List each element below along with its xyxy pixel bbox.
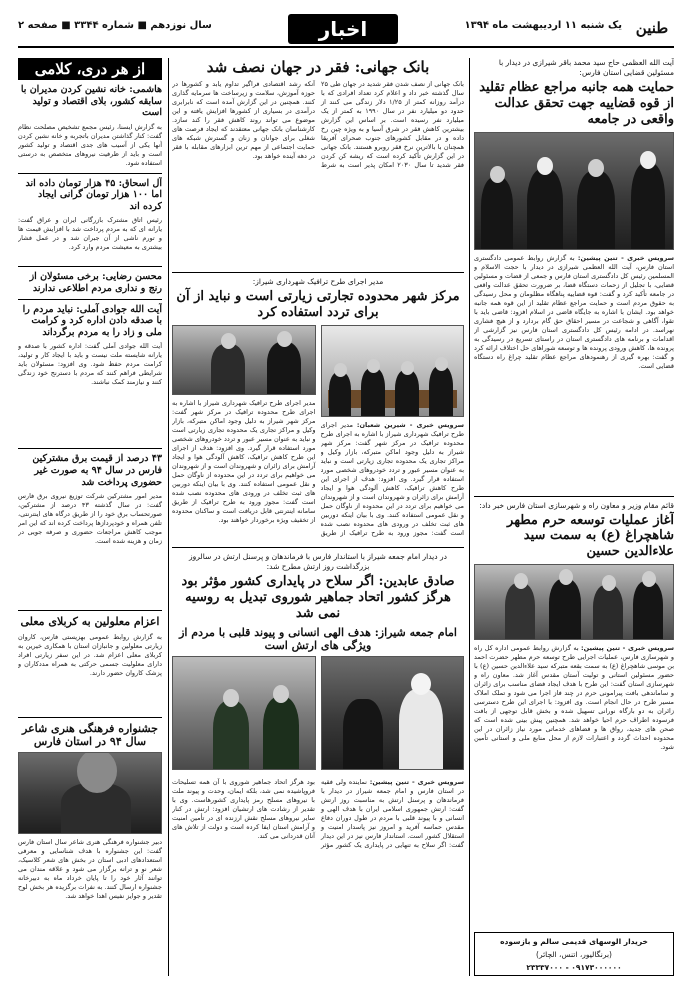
right-column (474, 58, 674, 976)
brief-body: به گزارش ایسنا، رئیس مجمع تشخیص مصلحت نظام گفت: کنار گذاشتن مدیران باتجربه و خانه نشین کردن آنها یکی از آسیب های جدی اقتصاد و تولید کشور است و باید از ظرفیت نیروهای متخصص به درستی استفاده شود. (18, 122, 162, 167)
classified-ad (474, 932, 674, 976)
middle-column (172, 58, 464, 976)
issue-date: یک شنبه ۱۱ اردیبهشت ماه ۱۳۹۴ (464, 20, 622, 31)
ad-line: (برنگالیور، اتنس، الچائر) (536, 950, 612, 959)
brief-divider (18, 717, 162, 718)
brief-body: دبیر جشنواره فرهنگی هنری شاعر سال استان فارس گفت: این جشنواره با هدف شناسایی و معرفی استعدادهای ادبی استان در بخش های شعر کلاسیک، شعر نو و ترانه برگزار می شود و علاقه مندان می توانند آثار خود را تا پایان خرداد ماه به دبیرخانه جشنواره ارسال کنند. به نفرات برگزیده هر بخش لوح تقدیر و جوایز نفیس اهدا خواهد شد. (18, 838, 162, 901)
article-body: بانک جهانی از نصف شدن فقر شدید در جهان طی ۲۵ سال گذشته خبر داد و اعلام کرد تعداد افرادی که با درآمد روزانه کمتر از ۱/۲۵ دلار زندگی می کنند از حدود دو میلیارد نفر در سال ۱۹۹۰ به کمتر از یک میلیارد نفر رسیده است. بر اساس این گزارش بیشترین کاهش فقر در شرق آسیا و به ویژه چین رخ داده و در مقابل کشورهای جنوب صحرای آفریقا همچنان با بالاترین نرخ فقر روبرو هستند. بانک جهانی در این گزارش تأکید کرده است که ریشه کن کردن فقر شدید تا سال ۲۰۳۰ امکان پذیر است به شرط آنکه رشد اقتصادی فراگیر تداوم یابد و کشورها در حوزه آموزش، سلامت و زیرساخت ها سرمایه گذاری کنند. همچنین در این گزارش آمده است که نابرابری درآمدی در بسیاری از کشورها افزایش یافته و این موضوع می تواند روند کاهش فقر را کند سازد. کارشناسان بانک جهانی معتقدند که ایجاد فرصت های شغلی برای جوانان و زنان و گسترش شبکه های حمایت اجتماعی از مهم ترین ابزارهای مقابله با فقر در دهه آینده خواهد بود. (172, 80, 464, 170)
article-headline: صادق عابدین: اگر سلاح در پایداری کشور مؤثر بود هرگز کشور اتحاد جماهیر شوروی تبدیل به روسیه نمی شد (181, 574, 455, 621)
brief-body: رئیس اتاق مشترک بازرگانی ایران و عراق گفت: یارانه ای که به مردم پرداخت شد با افزایش قیمت ها و تورم ناشی از آن جبران شد و در عمل فشار بیشتری به معیشت مردم وارد کرد. (18, 216, 162, 252)
article-byline: سرویس خبری - شیرین شعبان: (356, 421, 464, 430)
brief-headline: آل اسحاق: ۴۵ هزار تومان داده اند اما ۱۰۰ هزار تومان گرانی ایجاد کرده اند (25, 177, 162, 212)
brief-divider (18, 448, 162, 449)
article-headline: آغاز عملیات توسعه حرم مطهر شاهچراغ (ع) به سمت سید علاءالدین حسین (507, 512, 674, 560)
article-body: سرویس خبری - تنین پیشین: نماینده ولی فقیه در استان فارس و امام جمعه شیراز در دیدار با فرماندهان و پرسنل ارتش به مناسبت روز ارتش گفت: ارتش جمهوری اسلامی ایران با هدف الهی و انسانی و با پیوند قلبی با مردم در طول دوران دفاع مقدس حماسه آفرید و امروز نیز پاسدار امنیت و استقلال کشور است. استاندار فارس نیز در این دیدار گفت: اگر سلاح به تنهایی در پایداری یک کشور مؤثر بود هرگز اتحاد جماهیر شوروی با آن همه تسلیحات فروپاشیده نمی شد، بلکه ایمان، وحدت و پیوند ملت با نیروهای مسلح رمز پایداری کشورهاست. وی با تقدیر از رشادت های ارتشیان افزود: ارتش در کنار سایر نیروهای مسلح نقش ارزنده ای در تأمین امنیت و آرامش استان ایفا کرده است و دولت از تلاش های آنان قدردانی می کند. (172, 778, 464, 850)
brief-body: آیت الله جوادی آملی گفت: اداره کشور با صدقه و یارانه شایسته ملت نیست و باید با ایجاد کار و تولید، کرامت مردم حفظ شود. وی افزود: مسئولان باید شرایطی فراهم کنند که مردم با دسترنج خود زندگی کنند و نیازمند کمک نباشند. (18, 342, 162, 387)
column-divider (168, 58, 169, 976)
article-body: سرویس خبری - شیرین شعبان: مدیر اجرای طرح ترافیک شهرداری شیراز با اشاره به اجرای طرح محدوده ترافیک در مرکز شهر گفت: مرکز شهر شیراز به دلیل وجود اماکن متبرکه، بازار وکیل و مراکز تجاری یک محدوده تجاری زیارتی است و نباید به عنوان مسیر عبور و تردد خودروهای شخصی مورد استفاده قرار گیرد. وی افزود: هدف از اجرای این طرح کاهش ترافیک، کاهش آلودگی هوا و ایجاد آرامش برای زائران و شهروندان است و از شهروندان می خواهیم برای تردد در این محدوده از ناوگان حمل و نقل عمومی استفاده کنند. وی با بیان اینکه دوربین های ثبت تخلف در ورودی های محدوده نصب شده است گفت: مجوز ورود به طرح ترافیک از طریق (320, 421, 464, 538)
brief-divider (18, 299, 162, 300)
article-divider (172, 547, 464, 548)
article-body: سرویس خبری - تنین پیشین: به گزارش روابط عمومی دادگستری استان فارس، آیت الله العظمی شیرازی در دیدار با حجت الاسلام و المسلمین رئیس کل دادگستری استان فارس و جمعی از قضات و مسئولین قضایی، با تجلیل از زحمات دستگاه قضا، بر ضرورت تحقق عدالت واقعی در جامعه تأکید کرد و گفت: قوه قضاییه پناهگاه مظلومان و محل رسیدگی به حقوق مردم است و حمایت مراجع عظام تقلید از این قوه همه جانبه خواهد بود. ایشان با اشاره به جایگاه قاضی در اسلام افزود: قاضی باید با تقوا، آگاهی و شجاعت در مسیر احقاق حق گام بردارد و از هیچ فشاری نهراسد. در ادامه رئیس کل دادگستری استان فارس نیز گزارشی از اقدامات و برنامه های دادگستری استان در راستای تسریع در رسیدگی به پرونده ها، کاهش ورودی پرونده ها و توسعه شوراهای حل اختلاف ارائه کرد و گفت: بهره گیری از رهنمودهای مراجع عظام تقلید چراغ راه دستگاه قضایی است. (474, 253, 674, 370)
article-byline: سرویس خبری - تنین پیشین: (577, 253, 674, 262)
article-photo (172, 656, 316, 770)
article-photo (474, 564, 674, 640)
brief-divider (18, 173, 162, 174)
newspaper-logo: طنین (635, 19, 669, 37)
article-subheadline: امام جمعه شیراز: هدف الهی انسانی و پیوند قلبی با مردم از ویژگی های ارتش است (179, 625, 457, 652)
brief-divider (18, 610, 162, 611)
section-title: اخبار (288, 14, 398, 44)
article-byline: سرویس خبری - تنین پیشین: (369, 778, 464, 787)
brief-headline: اعزام معلولین به کربلای معلی (20, 615, 160, 629)
brief-headline: ۴۳ درصد از قیمت برق مشترکین فارس در سال ۹۴ به صورت غیر حضوری پرداخت شد (32, 453, 162, 488)
article-kicker: قائم مقام وزیر و معاون راه و شهرسازی استان فارس خبر داد: (479, 500, 674, 510)
brief-headline: محسن رضایی: برخی مسئولان از رنج و نداری مردم اطلاعی ندارند (29, 271, 162, 295)
article-headline: بانک جهانی: فقر در جهان نصف شد (206, 58, 430, 76)
brief-headline: آیت الله جوادی آملی: نباید مردم را با صدقه دادن اداره کرد و کرامت ملی و زاد را به مردم برگرداند (22, 303, 162, 338)
brief-divider (18, 266, 162, 267)
article-byline: سرویس خبری - تنین پیشین: (581, 644, 674, 653)
article-divider (474, 496, 674, 497)
article-kicker: در دیدار امام جمعه شیراز با استاندار فارس با فرماندهان و پرسنل ارتش در سالروز بزرگداشت روز ارتش مطرح شد: (189, 552, 447, 572)
article-headline: مرکز شهر محدوده تجارتی زیارتی است و نباید از آن برای تردد استفاده کرد (176, 289, 460, 321)
ad-phone: ۰۹۱۷۳۰۰۰۰۰۰ - ۲۳۳۳۷۰۰۰ (526, 963, 622, 972)
brief-body: مدیر امور مشترکین شرکت توزیع نیروی برق فارس گفت: در سال گذشته ۴۳ درصد از مشترکین، صورتحساب برق خود را از طریق درگاه های اینترنتی، تلفن همراه و خودپردازها پرداخت کرده اند که این امر موجب کاهش مراجعات حضوری و صرفه جویی در زمان و هزینه شده است. (18, 492, 162, 546)
masthead-rule (18, 46, 674, 48)
article-headline: حمایت همه جانبه مراجع عظام تقلید از قوه قضاییه جهت تحقق عدالت واقعی در جامعه (479, 80, 674, 127)
brief-headline: هاشمی: خانه نشین کردن مدیران با سابقه کشور، بلای اقتصاد و تولید است (20, 84, 162, 119)
article-kicker: آیت الله العظمی حاج سید محمد باقر شیرازی در دیدار با مسئولین قضایی استان فارس: (498, 58, 674, 77)
column-banner: از هر دری، کلامی (18, 58, 162, 80)
article-photo (321, 325, 465, 417)
portrait-photo (18, 752, 162, 834)
article-photo (172, 325, 316, 395)
article-photo (474, 132, 674, 250)
article-photo (321, 656, 465, 770)
article-divider (172, 272, 464, 273)
newspaper-page (18, 14, 674, 976)
column-divider (469, 58, 470, 976)
article-body: مدیر اجرای طرح ترافیک شهرداری شیراز با اشاره به اجرای طرح محدوده ترافیک در مرکز شهر گفت: مرکز شهر شیراز به دلیل وجود اماکن متبرکه، بازار وکیل و مراکز تجاری یک محدوده تجاری زیارتی است و نباید به عنوان مسیر عبور و تردد خودروهای شخصی مورد استفاده قرار گیرد. وی افزود: هدف از اجرای این طرح کاهش ترافیک، کاهش آلودگی هوا و ایجاد آرامش برای زائران و شهروندان است و از شهروندان می خواهیم برای تردد در این محدوده از ناوگان حمل و نقل عمومی استفاده کنند. وی با بیان اینکه دوربین های ثبت تخلف در ورودی های محدوده نصب شده است گفت: مجوز ورود به طرح ترافیک از طریق سامانه اینترنتی قابل دریافت است و ساکنان محدوده از تخفیف ویژه برخوردار خواهند بود. (172, 399, 316, 525)
issue-number: سال نوزدهم ■ شماره ۳۳۴۴ ■ صفحه ۲ (18, 20, 212, 31)
article-body: سرویس خبری - تنین پیشین: به گزارش روابط عمومی اداره کل راه و شهرسازی فارس، عملیات اجرایی طرح توسعه حرم مطهر حضرت احمد بن موسی شاهچراغ (ع) به سمت بقعه متبرکه سید علاءالدین حسین (ع) با حضور مسئولین استانی و تولیت آستان مقدس آغاز شد. معاون راه و شهرسازی استان گفت: این طرح با هدف ایجاد فضای مناسب برای زائران و ساماندهی بافت پیرامونی حرم در چند فاز اجرا می شود و تملک املاک مسیر طرح در حال انجام است. وی افزود: با اجرای این طرح دسترسی زائران به دو بارگاه نورانی تسهیل شده و بخش قابل توجهی از بافت فرسوده اطراف حرم احیا خواهد شد. همچنین پیش بینی شده است که صحن های جدید، رواق ها و فضاهای خدماتی مورد نیاز زائران در این محدوده احداث گردد و اعتبارات لازم از محل منابع ملی و استانی تأمین شود. (474, 644, 674, 752)
brief-body: به گزارش روابط عمومی بهزیستی فارس، کاروان زیارتی معلولین و جانبازان استان با همکاری خیرین به کربلای معلی اعزام شد. در این سفر زیارتی افراد دارای معلولیت جسمی حرکتی به همراه مددکاران و پزشک کاروان حضور دارند. (18, 632, 162, 677)
left-column (18, 58, 162, 976)
brief-headline: جشنواره فرهنگی هنری شاعر سال ۹۴ در استان فارس (22, 721, 158, 748)
article-kicker: مدیر اجرای طرح ترافیک شهرداری شیراز: (252, 277, 384, 287)
ad-line: خریدار الوسهای قدیمی سالم و بازسوده (500, 937, 648, 946)
masthead (18, 14, 674, 52)
